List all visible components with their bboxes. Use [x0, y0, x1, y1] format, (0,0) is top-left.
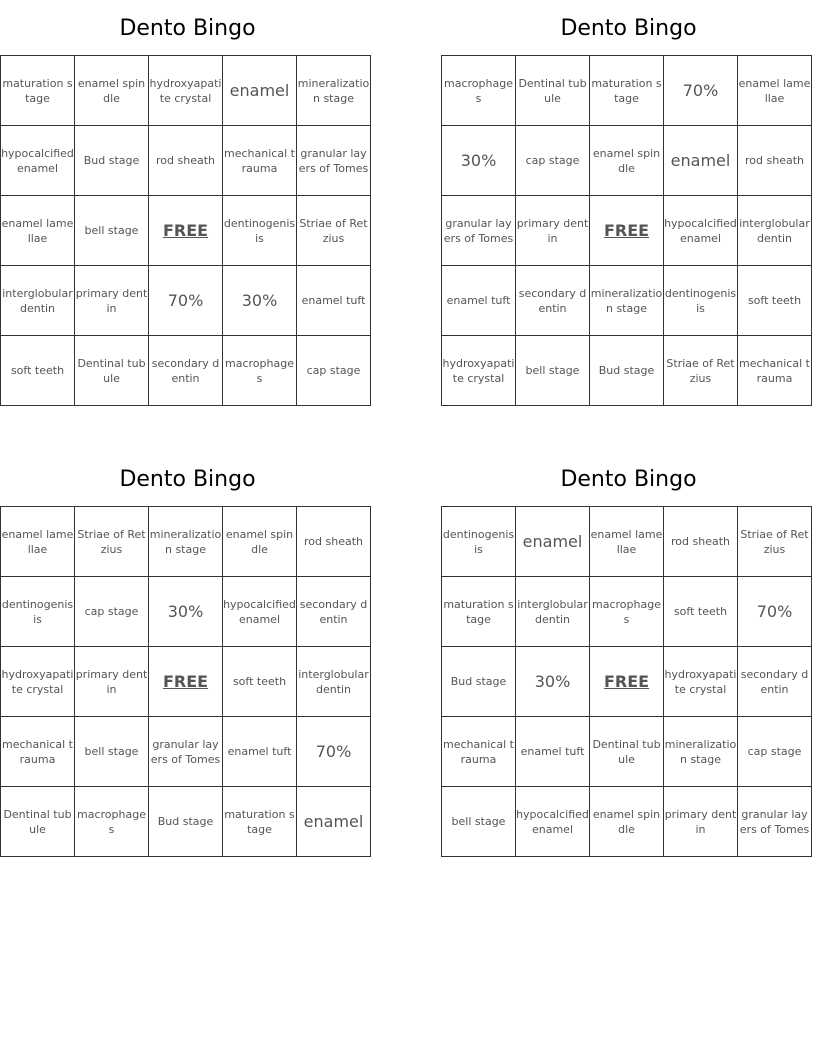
bingo-cell: dentinogenisis [664, 266, 738, 336]
bingo-cell: interglobular dentin [297, 647, 371, 717]
bingo-cell: enamel tuft [297, 266, 371, 336]
bingo-cell: enamel lamellae [1, 507, 75, 577]
bingo-cell: cap stage [516, 126, 590, 196]
bingo-cell: dentinogenisis [223, 196, 297, 266]
bingo-row [1, 647, 371, 717]
bingo-cell: enamel [664, 126, 738, 196]
bingo-cell: hypocalcified enamel [664, 196, 738, 266]
bingo-cell: bell stage [442, 787, 516, 857]
bingo-cell: 70% [664, 56, 738, 126]
bingo-cell: hypocalcified enamel [223, 577, 297, 647]
bingo-cell: dentinogenisis [1, 577, 75, 647]
bingo-row [442, 336, 812, 406]
bingo-cell: interglobular dentin [516, 577, 590, 647]
free-space: FREE [149, 196, 223, 266]
bingo-cell: maturation stage [590, 56, 664, 126]
bingo-cell: primary dentin [75, 647, 149, 717]
bingo-cell: Bud stage [590, 336, 664, 406]
bingo-cell: hydroxyapatite crystal [442, 336, 516, 406]
bingo-row [442, 196, 812, 266]
bingo-cell: Striae of Retzius [664, 336, 738, 406]
card-title: Dento Bingo [119, 466, 256, 492]
bingo-cell: enamel spindle [223, 507, 297, 577]
bingo-row [442, 787, 812, 857]
bingo-cell: interglobular dentin [1, 266, 75, 336]
bingo-cell: mineralization stage [590, 266, 664, 336]
card-title: Dento Bingo [560, 15, 697, 41]
bingo-row [1, 787, 371, 857]
bingo-cell: rod sheath [149, 126, 223, 196]
bingo-cell: soft teeth [1, 336, 75, 406]
bingo-cell: secondary dentin [149, 336, 223, 406]
bingo-cell: secondary dentin [738, 647, 812, 717]
bingo-cell: enamel tuft [223, 717, 297, 787]
bingo-cell: hydroxyapatite crystal [664, 647, 738, 717]
bingo-row [442, 266, 812, 336]
bingo-cell: primary dentin [664, 787, 738, 857]
bingo-cell: soft teeth [223, 647, 297, 717]
bingo-cell: enamel [223, 56, 297, 126]
bingo-cell: rod sheath [664, 507, 738, 577]
card-title: Dento Bingo [560, 466, 697, 492]
bingo-cell: 30% [442, 126, 516, 196]
bingo-cell: Bud stage [442, 647, 516, 717]
bingo-cell: macrophages [75, 787, 149, 857]
bingo-row [442, 647, 812, 717]
bingo-cell: Dentinal tubule [516, 56, 590, 126]
bingo-cell: mineralization stage [297, 56, 371, 126]
bingo-row [1, 336, 371, 406]
bingo-cell: macrophages [223, 336, 297, 406]
bingo-cell: Dentinal tubule [590, 717, 664, 787]
bingo-row [1, 266, 371, 336]
bingo-cell: enamel spindle [590, 126, 664, 196]
bingo-row [442, 126, 812, 196]
bingo-cell: bell stage [75, 196, 149, 266]
bingo-cell: dentinogenisis [442, 507, 516, 577]
bingo-cell: secondary dentin [297, 577, 371, 647]
bingo-row [1, 56, 371, 126]
bingo-row [1, 196, 371, 266]
bingo-cell: hypocalcified enamel [516, 787, 590, 857]
bingo-grid [0, 506, 371, 857]
bingo-cell: macrophages [590, 577, 664, 647]
bingo-cell: 30% [516, 647, 590, 717]
bingo-cell: enamel spindle [75, 56, 149, 126]
bingo-row [1, 577, 371, 647]
bingo-cell: enamel lamellae [738, 56, 812, 126]
bingo-cell: maturation stage [1, 56, 75, 126]
free-space: FREE [590, 647, 664, 717]
bingo-row [1, 507, 371, 577]
bingo-cell: bell stage [75, 717, 149, 787]
card-title: Dento Bingo [119, 15, 256, 41]
bingo-cell: 70% [297, 717, 371, 787]
bingo-cell: enamel [297, 787, 371, 857]
bingo-cell: bell stage [516, 336, 590, 406]
bingo-cell: Bud stage [149, 787, 223, 857]
bingo-cell: rod sheath [738, 126, 812, 196]
bingo-cell: macrophages [442, 56, 516, 126]
bingo-cell: maturation stage [223, 787, 297, 857]
bingo-cell: enamel spindle [590, 787, 664, 857]
bingo-cell: mineralization stage [149, 507, 223, 577]
bingo-cell: cap stage [297, 336, 371, 406]
bingo-cell: 70% [149, 266, 223, 336]
bingo-cell: primary dentin [516, 196, 590, 266]
bingo-cell: enamel [516, 507, 590, 577]
bingo-cell: granular layers of Tomes [297, 126, 371, 196]
bingo-cell: granular layers of Tomes [442, 196, 516, 266]
bingo-cell: Dentinal tubule [75, 336, 149, 406]
bingo-cell: hydroxyapatite crystal [149, 56, 223, 126]
bingo-cell: mineralization stage [664, 717, 738, 787]
bingo-cell: soft teeth [738, 266, 812, 336]
bingo-cell: enamel lamellae [590, 507, 664, 577]
free-space: FREE [149, 647, 223, 717]
bingo-cell: hydroxyapatite crystal [1, 647, 75, 717]
bingo-cell: 30% [149, 577, 223, 647]
bingo-cell: Striae of Retzius [297, 196, 371, 266]
bingo-row [442, 577, 812, 647]
bingo-cell: Striae of Retzius [738, 507, 812, 577]
bingo-cell: soft teeth [664, 577, 738, 647]
bingo-cell: enamel tuft [516, 717, 590, 787]
bingo-cell: 70% [738, 577, 812, 647]
bingo-cell: Striae of Retzius [75, 507, 149, 577]
bingo-row [442, 507, 812, 577]
bingo-cell: hypocalcified enamel [1, 126, 75, 196]
free-space: FREE [590, 196, 664, 266]
bingo-cell: mechanical trauma [223, 126, 297, 196]
bingo-row [1, 717, 371, 787]
bingo-grid [441, 506, 812, 857]
bingo-cell: Bud stage [75, 126, 149, 196]
bingo-cell: mechanical trauma [738, 336, 812, 406]
bingo-cell: rod sheath [297, 507, 371, 577]
bingo-cell: enamel lamellae [1, 196, 75, 266]
bingo-cell: granular layers of Tomes [738, 787, 812, 857]
bingo-row [442, 717, 812, 787]
bingo-cell: granular layers of Tomes [149, 717, 223, 787]
bingo-row [442, 56, 812, 126]
bingo-cell: cap stage [738, 717, 812, 787]
bingo-cell: mechanical trauma [442, 717, 516, 787]
bingo-cell: primary dentin [75, 266, 149, 336]
bingo-cell: enamel tuft [442, 266, 516, 336]
bingo-cell: maturation stage [442, 577, 516, 647]
bingo-row [1, 126, 371, 196]
bingo-cell: Dentinal tubule [1, 787, 75, 857]
bingo-cell: 30% [223, 266, 297, 336]
bingo-cell: mechanical trauma [1, 717, 75, 787]
bingo-grid [441, 55, 812, 406]
bingo-cell: cap stage [75, 577, 149, 647]
bingo-cell: interglobular dentin [738, 196, 812, 266]
bingo-cell: secondary dentin [516, 266, 590, 336]
bingo-grid [0, 55, 371, 406]
